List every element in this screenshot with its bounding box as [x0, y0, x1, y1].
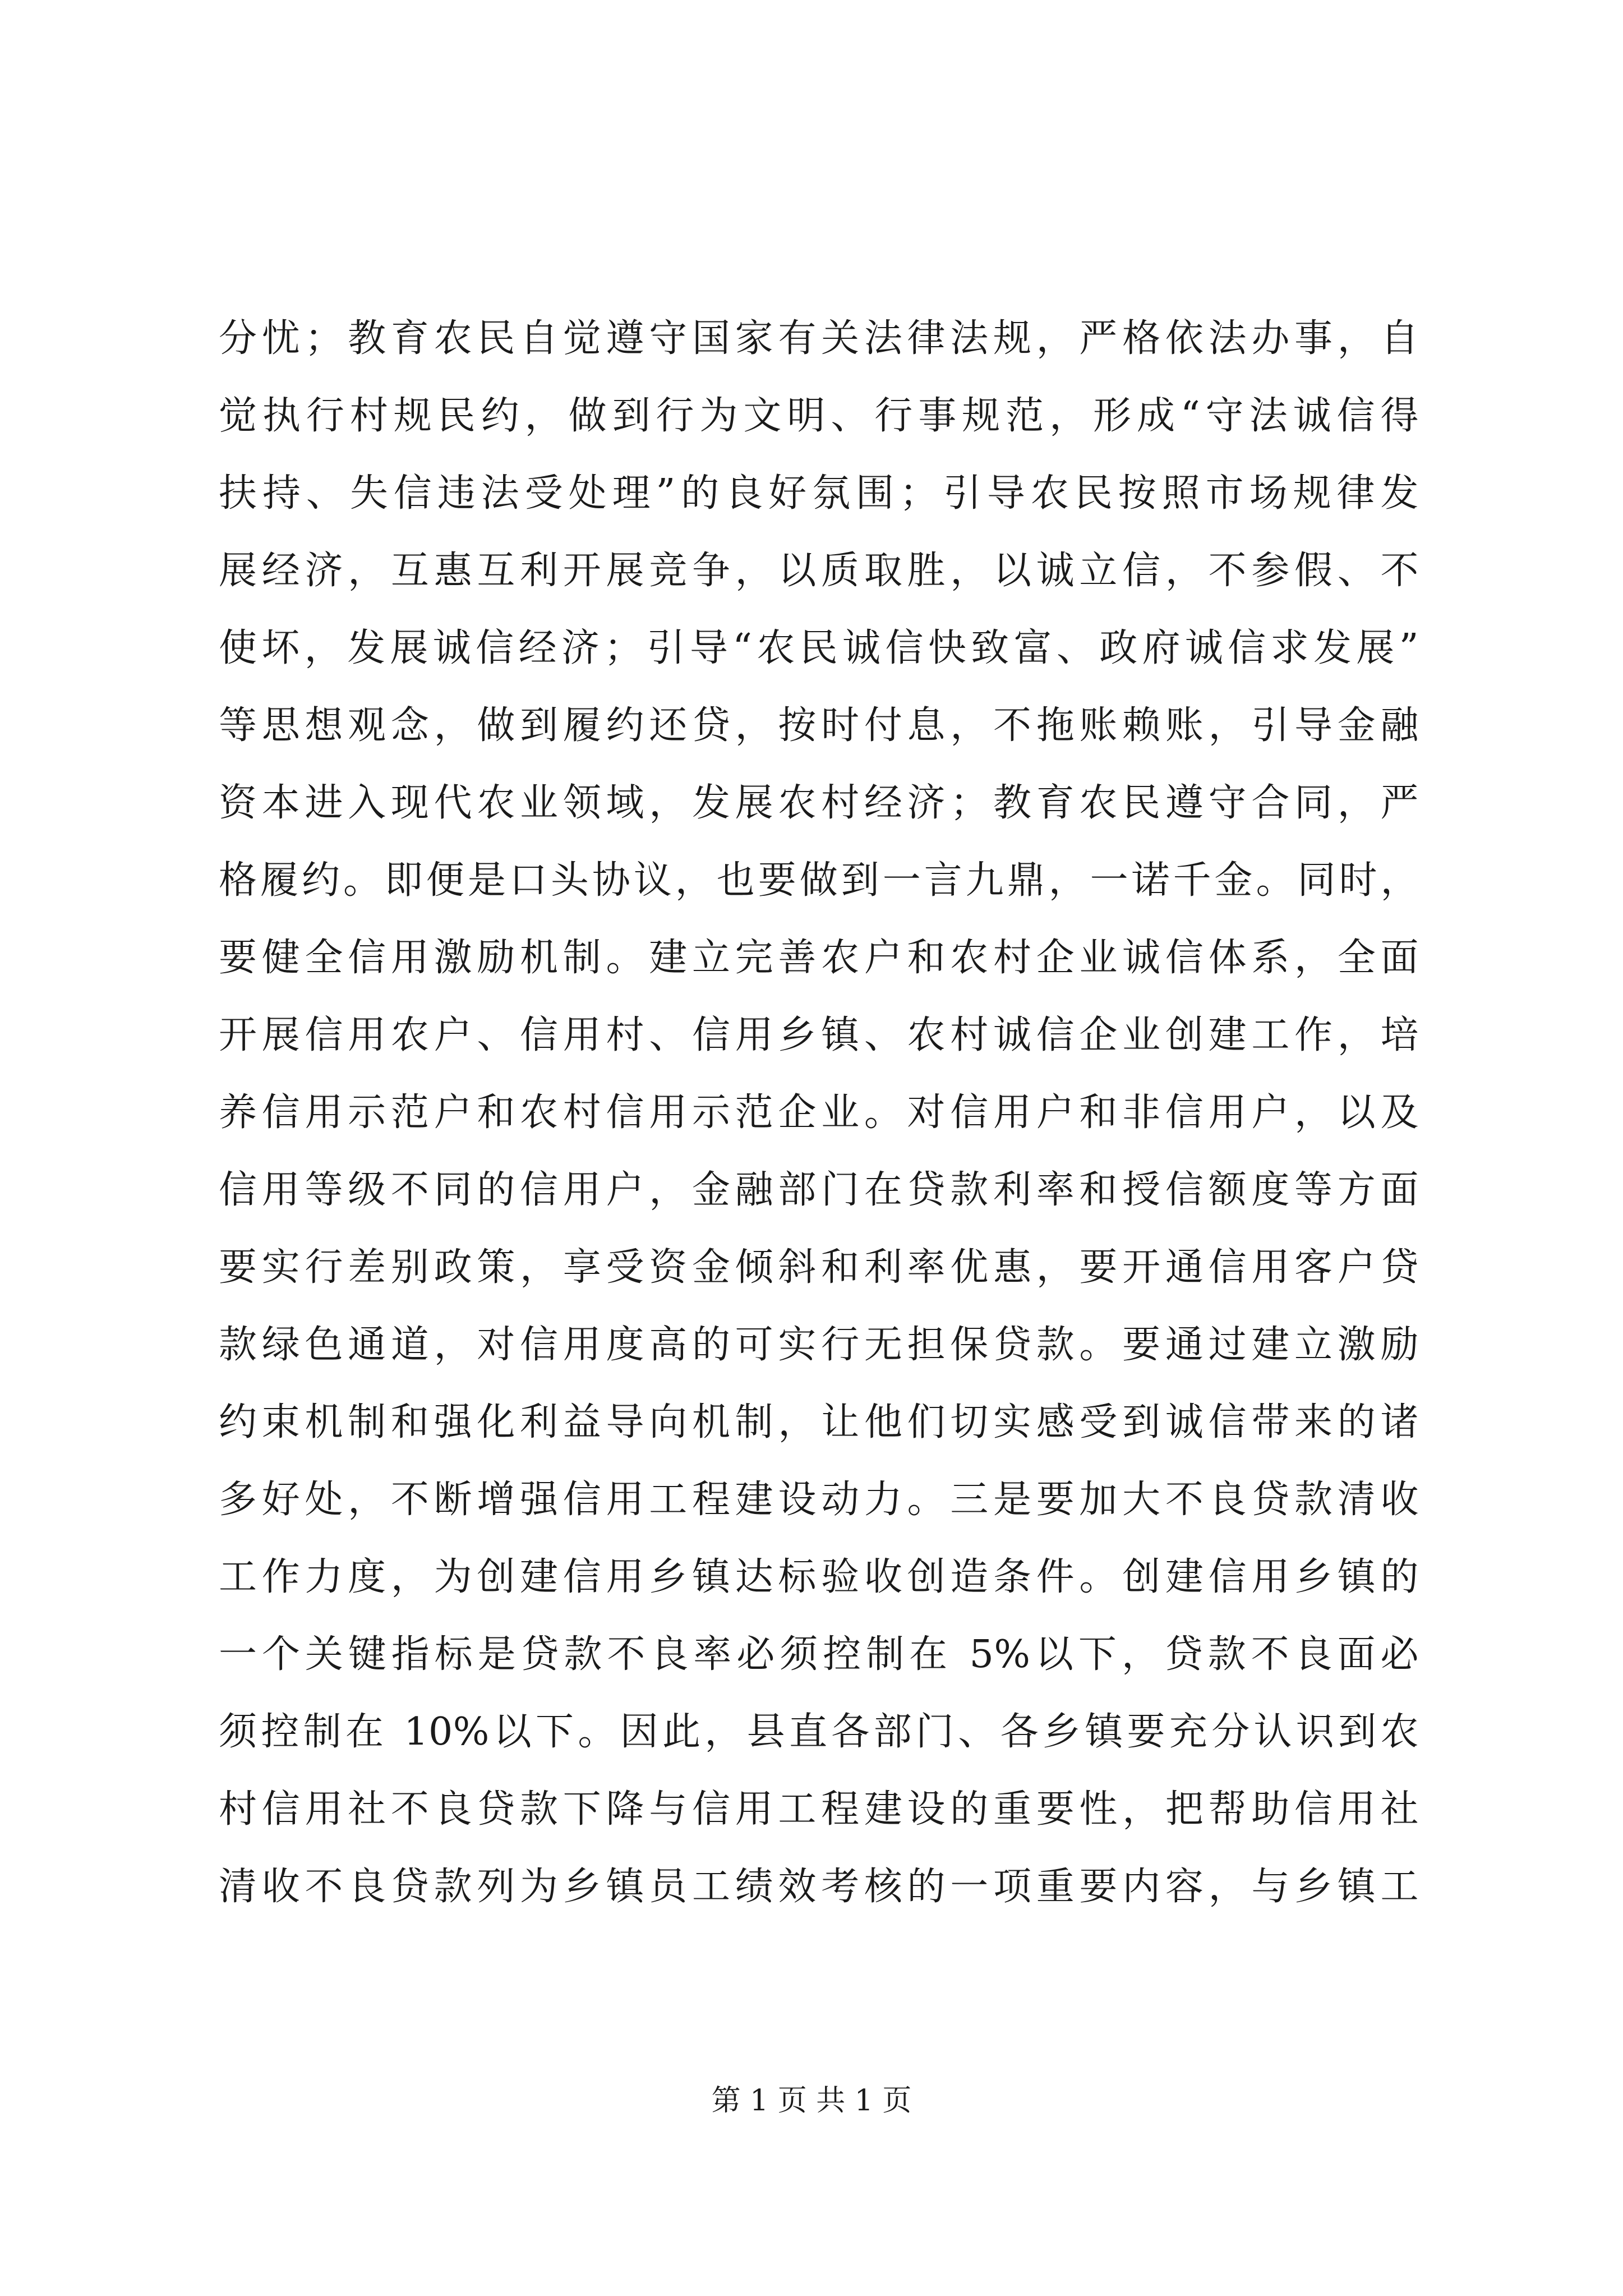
page-footer: 第 1 页 共 1 页	[711, 2084, 912, 2118]
text-line: 使坏，发展诚信经济；引导“农民诚信快致富、政府诚信求发展”	[219, 626, 1419, 670]
text-line: 村信用社不良贷款下降与信用工程建设的重要性，把帮助信用社	[219, 1787, 1419, 1832]
text-line: 工作力度，为创建信用乡镇达标验收创造条件。创建信用乡镇的	[219, 1555, 1419, 1599]
text-line: 多好处，不断增强信用工程建设动力。三是要加大不良贷款清收	[219, 1478, 1419, 1522]
text-line: 要实行差别政策，享受资金倾斜和利率优惠，要开通信用客户贷	[219, 1245, 1419, 1290]
text-line: 约束机制和强化利益导向机制，让他们切实感受到诚信带来的诸	[219, 1400, 1419, 1444]
text-line: 分忧；教育农民自觉遵守国家有关法律法规，严格依法办事，自	[219, 316, 1419, 361]
text-line: 款绿色通道，对信用度高的可实行无担保贷款。要通过建立激励	[219, 1323, 1419, 1367]
text-line: 要健全信用激励机制。建立完善农户和农村企业诚信体系，全面	[219, 936, 1419, 980]
text-line: 清收不良贷款列为乡镇员工绩效考核的一项重要内容，与乡镇工	[219, 1865, 1419, 1909]
text-line: 扶持、失信违法受处理”的良好氛围；引导农民按照市场规律发	[219, 471, 1419, 516]
text-line: 格履约。即便是口头协议，也要做到一言九鼎，一诺千金。同时，	[219, 858, 1419, 903]
text-line: 一个关键指标是贷款不良率必须控制在 5%以下，贷款不良面必	[219, 1632, 1419, 1677]
text-line: 须控制在 10%以下。因此，县直各部门、各乡镇要充分认识到农	[219, 1710, 1419, 1754]
text-line: 资本进入现代农业领域，发展农村经济；教育农民遵守合同，严	[219, 781, 1419, 825]
text-line: 信用等级不同的信用户，金融部门在贷款利率和授信额度等方面	[219, 1168, 1419, 1212]
body-text	[219, 300, 1419, 1926]
text-line: 养信用示范户和农村信用示范企业。对信用户和非信用户，以及	[219, 1091, 1419, 1135]
text-line: 觉执行村规民约，做到行为文明、行事规范，形成“守法诚信得	[219, 394, 1419, 438]
text-line: 展经济，互惠互利开展竞争，以质取胜，以诚立信，不参假、不	[219, 549, 1419, 593]
text-line: 开展信用农户、信用村、信用乡镇、农村诚信企业创建工作，培	[219, 1013, 1419, 1057]
text-line: 等思想观念，做到履约还贷，按时付息，不拖账赖账，引导金融	[219, 703, 1419, 748]
